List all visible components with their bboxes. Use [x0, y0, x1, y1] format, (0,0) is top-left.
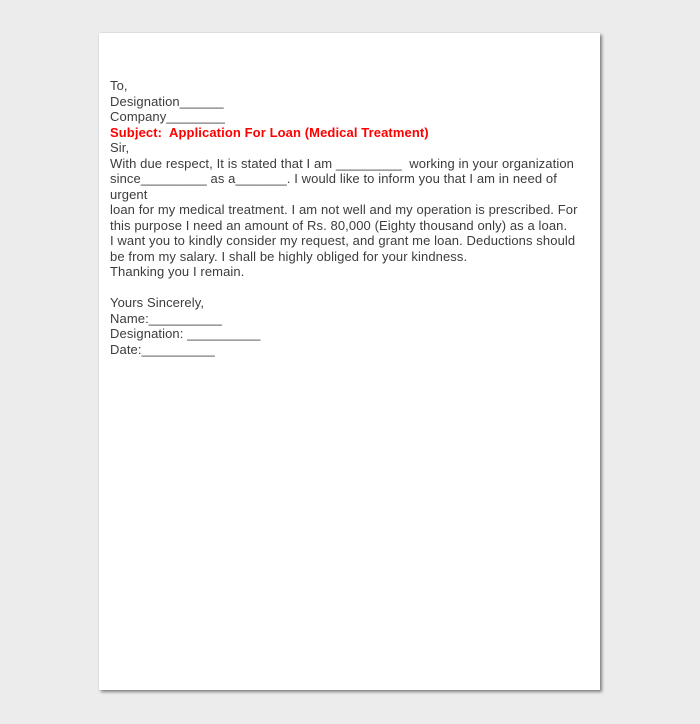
recipient-company-blank: Company________: [110, 109, 225, 124]
closing-designation-blank: Designation: __________: [110, 326, 261, 341]
blank-line: [110, 280, 588, 296]
closing-name-blank: Name:__________: [110, 310, 223, 326]
letter-page: [99, 33, 600, 690]
body-line: this purpose I need an amount of Rs. 80,000 (Eighty thousand only) as a loan.: [110, 217, 568, 233]
body-line: With due respect, It is stated that I am _________ working in your organization: [110, 155, 574, 171]
body-line: be from my salary. I shall be highly obliged for your kindness.: [110, 248, 468, 264]
recipient-to: To,: [110, 78, 128, 93]
closing-sincerely: Yours Sincerely,: [110, 295, 205, 310]
closing-date-blank: Date:__________: [110, 341, 215, 357]
body-line: Thanking you I remain.: [110, 264, 245, 279]
body-line: since_________ as a_______. I would like to inform you that I am in need of urgent: [110, 171, 561, 202]
body-line: loan for my medical treatment. I am not well and my operation is prescribed. For: [110, 202, 578, 217]
recipient-designation-blank: Designation______: [110, 93, 224, 109]
body-line: I want you to kindly consider my request, and grant me loan. Deductions should: [110, 233, 576, 248]
salutation: Sir,: [110, 140, 130, 155]
subject-line: Subject: Application For Loan (Medical Treatment): [110, 124, 429, 140]
